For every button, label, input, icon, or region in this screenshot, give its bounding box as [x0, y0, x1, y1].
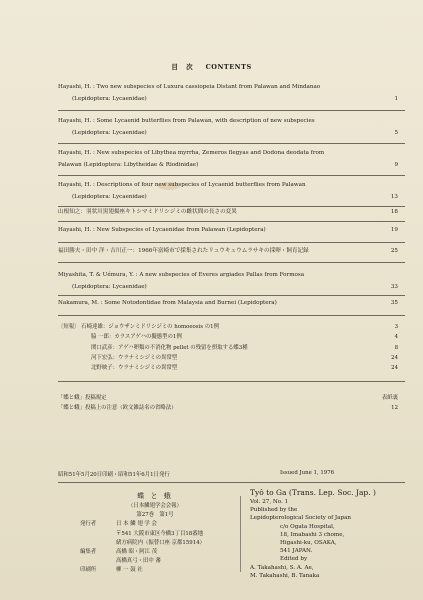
colophon-en-line: c/o Ogata Hospital,: [280, 523, 335, 530]
note-title: ウラナミシジミの異常型: [117, 365, 178, 372]
entry-line: (Lepidoptera: Lycaenidae): [72, 129, 147, 136]
note-author: 河下宏弘：: [91, 354, 118, 361]
note-page: 24: [391, 365, 398, 372]
entry-page: 19: [390, 227, 398, 233]
entry-line: (Lepidoptera: Lycaenidae): [72, 193, 147, 200]
colophon-en-line: 541 JAPAN.: [280, 548, 313, 555]
colophon-en-line: Lepidopterological Society of Japan: [250, 515, 352, 522]
note-page: 24: [391, 354, 398, 361]
colophon-row: [80, 548, 230, 557]
colophon-en-line: Published by the: [250, 507, 298, 514]
toc-entry: [58, 82, 398, 105]
rule-title: 「蝶と蛾」投稿上の注意（欧文雑誌名の省略法）: [58, 405, 177, 412]
divider: [58, 315, 405, 316]
title-en: CONTENTS: [205, 63, 252, 71]
toc-entry: [58, 148, 398, 171]
entry-line: Hayashi, H. : New Subspecies of Lycaenidae from Palawan (Lepidoptera): [58, 227, 266, 233]
divider: [58, 175, 405, 176]
colophon-value: 高橋真弓・田中 蕃: [116, 558, 161, 565]
pub-date-en: Issued June 1, 1976: [280, 470, 335, 476]
entry-line: Nakamura, M. : Some Notodontidae from Malaysia and Burnei (Lepidoptera): [58, 300, 277, 306]
entry-line: Hayashi, H. : Descriptions of four new subspecies of Lycaenid butterflies from Palawan: [58, 182, 306, 188]
rule-page: 表紙裏: [381, 395, 398, 401]
entry-line: 福田勝夫・田中 洋・吉川正一：1966年富崎市で採集されたリュウキュウムラサキの採卵・飼育記録: [58, 248, 309, 254]
title-jp: 目 次: [171, 63, 196, 71]
colophon-key: 印刷所: [80, 567, 97, 574]
colophon-en-line: Edited by: [280, 556, 308, 563]
entry-line: Miyashita, T. & Uémura, Y. : A new subspecies of Everes argiades Pallas from Formosa: [58, 272, 305, 278]
short-notes: [58, 322, 398, 373]
note-title: ジョウザンミドリシジミの homoeosis の1例: [108, 324, 219, 330]
divider: [58, 262, 405, 263]
entry-line: Palawan (Lepidoptera: Libytheidae & Riodinidae): [58, 161, 199, 168]
entry-page: 35: [390, 300, 398, 306]
note-page: 4: [394, 334, 398, 341]
entry-page: 13: [390, 194, 398, 200]
note-author: 関口武彦：: [91, 344, 118, 351]
note-row: [58, 353, 398, 363]
entry-line: Hayashi, H. : New subspecies of Libythea myrrha, Zemeros flegyas and Dodona deodata from: [58, 150, 325, 156]
submission-rules: [58, 393, 398, 414]
divider: [58, 482, 405, 483]
toc-entry: [58, 225, 398, 237]
colophon-row: [80, 566, 230, 575]
colophon-en-line: M. Takahashi, B. Tanaka: [250, 572, 320, 579]
divider: [58, 143, 405, 144]
divider: [58, 242, 405, 243]
note-title: アゲハ卵類の不消化物 pellet の残留を摂取する蝶3種: [117, 344, 248, 351]
note-author: 北野映子：: [91, 365, 118, 372]
entry-line: Hayashi, H. : Two new subspecies of Luxura cassiopeia Distant from Palawan and Mindanao: [58, 84, 321, 90]
toc-entry: [58, 298, 398, 310]
journal-title-en: Tyô to Ga (Trans. Lep. Soc. Jap. ): [250, 488, 376, 497]
colophon-row: [80, 539, 230, 548]
colophon-value: 高橋 昭・阿江 茂: [116, 549, 158, 556]
toc-entry: [58, 270, 398, 293]
entry-line: Hayashi, H. : Some Lycaenid butterflies from Palawan, with description of new subspecies: [58, 118, 315, 124]
colophon-en: [250, 487, 410, 580]
entry-line: (Lepidoptera: Lycaenidae): [72, 283, 147, 290]
colophon-row: [80, 520, 230, 529]
note-row: [58, 332, 398, 342]
toc-entry: [58, 180, 398, 203]
divider: [58, 110, 405, 111]
entry-page: 5: [394, 130, 398, 136]
colophon-row: [80, 530, 230, 539]
rule-title: 「蝶と蛾」投稿規定: [58, 395, 107, 401]
entry-line: 山根知之：羽状川黒翅揚座キトシマミドリシジミの雌状間の長さの変異: [58, 209, 237, 215]
note-row: [58, 363, 398, 373]
note-page: 8: [394, 344, 398, 351]
publication-date: [58, 470, 398, 478]
colophon-en-line: Vol. 27, No. 1: [250, 499, 289, 505]
entry-page: 25: [390, 248, 398, 254]
colophon-divider: [240, 496, 241, 572]
colophon-key: 編集者: [80, 549, 97, 556]
colophon-value: 〒541 大阪市東区今橋3丁目18番地: [116, 530, 203, 537]
toc-entry: [58, 207, 398, 219]
colophon-row: [80, 557, 230, 566]
rule-row: [58, 403, 398, 413]
entry-page: 1: [394, 96, 398, 102]
entry-page: 33: [390, 284, 398, 290]
journal-subtitle-jp: （日本鱗翅学会会報）: [128, 503, 182, 509]
toc-entry: [58, 246, 398, 258]
page-title: [0, 62, 423, 71]
colophon-en-line: Higashi-ku, OSAKA,: [280, 540, 337, 547]
rule-row: [58, 393, 398, 403]
journal-title-jp: 蝶 と 蛾: [137, 492, 173, 500]
colophon-value: 柳 一 鼓 社: [116, 567, 143, 574]
note-author: 〔短報〕 石崎達雄：: [58, 324, 109, 330]
colophon-key: 発行者: [80, 521, 97, 528]
entry-page: 18: [390, 209, 398, 215]
colophon-value: 日 本 鱗 翅 学 会: [116, 521, 157, 528]
note-page: 3: [394, 324, 398, 330]
entry-line: (Lepidoptera: Lycaenidae): [72, 95, 147, 102]
colophon-jp: [80, 491, 230, 576]
rule-page: 12: [391, 405, 398, 412]
note-title: カラスアゲハの擬態型の1例: [114, 334, 182, 341]
entry-page: 9: [394, 162, 398, 168]
pub-date-jp: 昭和51年5月20日印刷・昭和51年6月1日発行: [58, 472, 170, 478]
divider: [58, 381, 405, 382]
divider: [58, 295, 405, 296]
volume-jp: 第27巻 第1号: [136, 512, 174, 519]
colophon-en-line: A. Takahashi, S. A. Ae,: [250, 564, 314, 571]
note-author: 脇 一郎：: [91, 334, 115, 341]
colophon-value: 緒方病院内（振替口座 京都15914）: [116, 539, 205, 546]
note-row: [58, 322, 398, 332]
toc-entry: [58, 116, 398, 139]
note-row: [58, 343, 398, 353]
note-title: ウラナミシジミの異常型: [117, 354, 178, 361]
colophon-en-line: 18, Imabashi 3 chome,: [280, 531, 345, 538]
divider: [58, 221, 405, 222]
